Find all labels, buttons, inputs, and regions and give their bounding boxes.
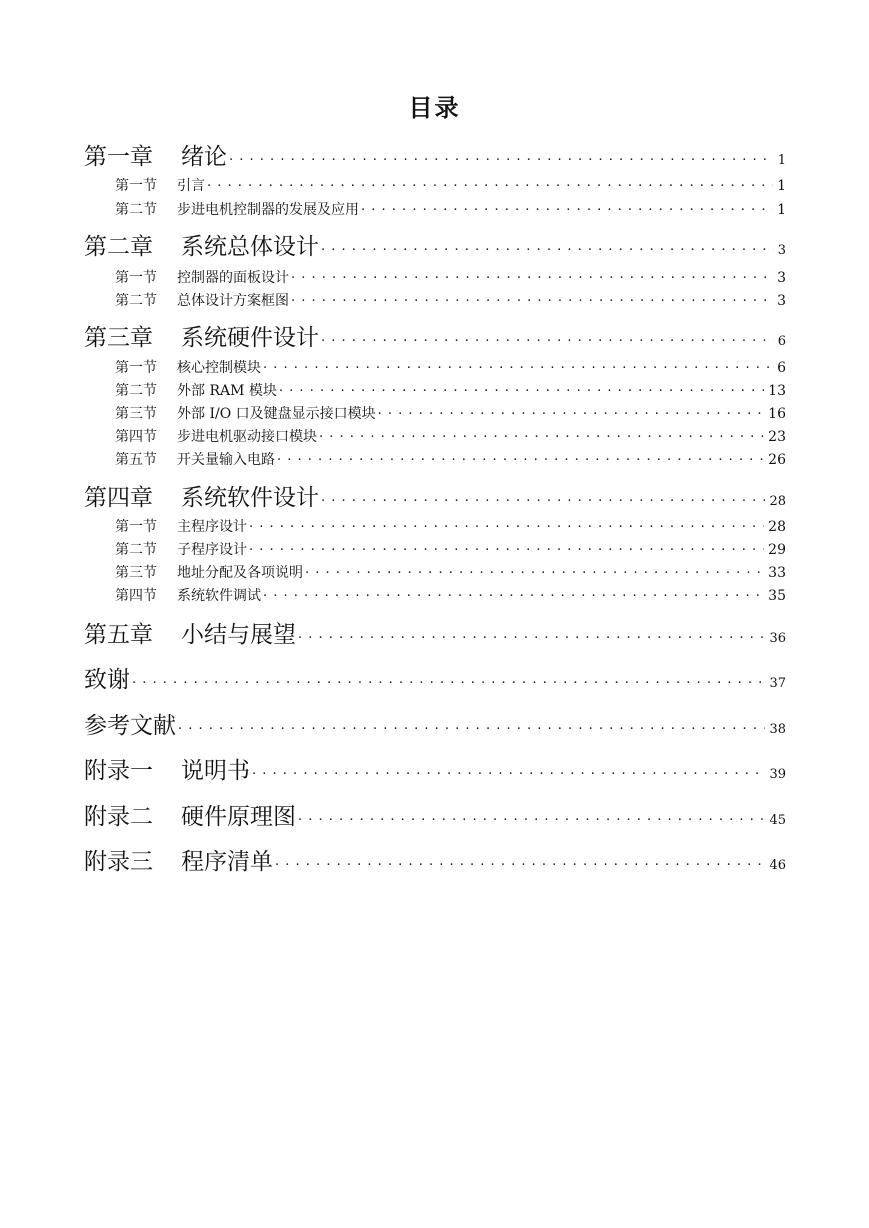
toc-entry-title: 绪论 (181, 144, 227, 170)
toc-entry-label (84, 319, 319, 352)
toc-entry-number: 第五章 (84, 622, 153, 648)
toc-entry-title: 主程序设计 (177, 519, 247, 535)
toc-entry-number: 第二节 (115, 293, 157, 309)
toc-section-entry[interactable] (115, 199, 786, 219)
toc-entry-number: 第三章 (84, 325, 153, 351)
toc-page-number: 1 (777, 178, 786, 194)
toc-page-number: 6 (777, 334, 786, 349)
toc-entry-number: 第二节 (115, 542, 157, 558)
toc-entry-number: 第一节 (115, 270, 157, 286)
toc-entry-title: 步进电机控制器的发展及应用 (177, 202, 359, 218)
toc-entry-number: 第二章 (84, 234, 153, 260)
toc-section-entry[interactable] (115, 449, 786, 469)
toc-entry-label (115, 357, 261, 377)
toc-entry-title: 程序清单 (181, 849, 273, 875)
dot-leader (207, 177, 773, 190)
toc-entry-label (115, 449, 275, 469)
toc-entry-title: 核心控制模块 (177, 360, 261, 376)
toc-entry-title: 总体设计方案框图 (177, 293, 289, 309)
dot-leader (291, 269, 773, 282)
dot-leader (263, 359, 773, 372)
toc-entry-number: 第四章 (84, 485, 153, 511)
toc-section-entry[interactable] (115, 585, 786, 605)
toc-title: 目录 (408, 94, 461, 122)
toc-page-number: 13 (768, 383, 786, 399)
toc-entry-title: 地址分配及各项说明 (177, 565, 303, 581)
dot-leader (277, 451, 764, 464)
toc-section-entry[interactable] (115, 562, 786, 582)
dot-leader (279, 382, 764, 395)
dot-leader (178, 720, 765, 733)
toc-entry-title: 说明书 (181, 758, 250, 784)
toc-chapter-entry[interactable] (84, 661, 786, 694)
toc-entry-title: 系统软件调试 (177, 588, 261, 604)
toc-entry-title: 外部 I/O 口及键盘显示接口模块 (177, 406, 376, 422)
toc-entry-title: 外部 RAM 模块 (177, 383, 277, 399)
toc-entry-label (115, 380, 277, 400)
toc-section-entry[interactable] (115, 539, 786, 559)
toc-entry-label (115, 539, 247, 559)
toc-section-entry[interactable] (115, 516, 786, 536)
toc-entry-number: 第一节 (115, 178, 157, 194)
dot-leader (249, 541, 764, 554)
dot-leader (252, 765, 765, 778)
dot-leader (361, 201, 773, 214)
toc-entry-label (84, 616, 296, 649)
toc-chapter-entry[interactable] (84, 707, 786, 740)
dot-leader (305, 564, 764, 577)
toc-page-number: 29 (768, 542, 786, 558)
toc-entry-number: 第二节 (115, 383, 157, 399)
toc-entry-number: 第五节 (115, 452, 157, 468)
toc-chapter-entry[interactable] (84, 798, 786, 831)
toc-page-number: 3 (777, 293, 786, 309)
toc-entry-number: 附录二 (84, 804, 153, 830)
toc-entry-number: 第一节 (115, 360, 157, 376)
toc-entry-number: 附录三 (84, 849, 153, 875)
toc-entry-title: 参考文献 (84, 713, 176, 739)
toc-chapter-entry[interactable] (84, 616, 786, 649)
toc-entry-label (84, 479, 319, 512)
toc-entry-title: 引言 (177, 178, 205, 194)
toc-section-entry[interactable] (115, 403, 786, 423)
toc-entry-title: 致谢 (84, 667, 130, 693)
toc-page-number: 33 (768, 565, 786, 581)
toc-entry-label (115, 562, 303, 582)
toc-page-number: 26 (768, 452, 786, 468)
toc-chapter-entry[interactable] (84, 479, 786, 512)
dot-leader (229, 151, 774, 164)
toc-entry-label (115, 267, 289, 287)
toc-entry-label (115, 290, 289, 310)
toc-section-entry[interactable] (115, 290, 786, 310)
toc-entry-number: 第三节 (115, 565, 157, 581)
toc-entry-label (84, 707, 176, 740)
toc-entry-number: 第二节 (115, 202, 157, 218)
toc-entry-title: 系统硬件设计 (181, 325, 319, 351)
toc-entry-label (84, 843, 273, 876)
toc-page-number: 28 (768, 519, 786, 535)
dot-leader (319, 428, 764, 441)
toc-section-entry[interactable] (115, 426, 786, 446)
toc-entry-title: 系统软件设计 (181, 485, 319, 511)
toc-chapter-entry[interactable] (84, 752, 786, 785)
dot-leader (298, 629, 765, 642)
toc-page-number: 35 (768, 588, 786, 604)
toc-entry-label (115, 585, 261, 605)
toc-entry-label (115, 199, 359, 219)
toc-entry-label (84, 138, 227, 171)
dot-leader (321, 492, 765, 505)
toc-page-number: 16 (768, 406, 786, 422)
toc-entry-title: 系统总体设计 (181, 234, 319, 260)
toc-entry-label (84, 752, 250, 785)
toc-entry-label (115, 426, 317, 446)
toc-page-number: 1 (777, 202, 786, 218)
toc-entry-label (115, 403, 376, 423)
toc-chapter-entry[interactable] (84, 228, 786, 261)
dot-leader (132, 674, 765, 687)
toc-entry-number: 附录一 (84, 758, 153, 784)
dot-leader (263, 587, 764, 600)
dot-leader (249, 518, 764, 531)
dot-leader (298, 811, 765, 824)
toc-page-number: 3 (777, 243, 786, 258)
toc-page-number: 3 (777, 270, 786, 286)
toc-section-entry[interactable] (115, 175, 786, 195)
toc-page-number: 23 (768, 429, 786, 445)
toc-entry-title: 硬件原理图 (181, 804, 296, 830)
toc-chapter-entry[interactable] (84, 138, 786, 171)
dot-leader (321, 332, 774, 345)
dot-leader (275, 856, 765, 869)
toc-entry-number: 第三节 (115, 406, 157, 422)
toc-section-entry[interactable] (115, 357, 786, 377)
toc-section-entry[interactable] (115, 380, 786, 400)
toc-page-number: 1 (777, 153, 786, 168)
toc-page-number: 37 (769, 676, 786, 691)
toc-page-number: 45 (769, 813, 786, 828)
dot-leader (378, 405, 765, 418)
toc-page-number: 38 (769, 722, 786, 737)
toc-section-entry[interactable] (115, 267, 786, 287)
toc-entry-title: 控制器的面板设计 (177, 270, 289, 286)
toc-entry-number: 第四节 (115, 429, 157, 445)
toc-page-number: 39 (769, 767, 786, 782)
toc-entry-label (84, 661, 130, 694)
toc-page-number: 28 (769, 494, 786, 509)
toc-entry-title: 子程序设计 (177, 542, 247, 558)
dot-leader (321, 241, 774, 254)
toc-page-number: 36 (769, 631, 786, 646)
toc-entry-label (84, 798, 296, 831)
toc-entry-number: 第四节 (115, 588, 157, 604)
toc-chapter-entry[interactable] (84, 319, 786, 352)
toc-entry-title: 开关量输入电路 (177, 452, 275, 468)
toc-entry-number: 第一节 (115, 519, 157, 535)
toc-entry-number: 第一章 (84, 144, 153, 170)
toc-entry-title: 小结与展望 (181, 622, 296, 648)
toc-entry-label (115, 175, 205, 195)
toc-entry-title: 步进电机驱动接口模块 (177, 429, 317, 445)
toc-entry-label (115, 516, 247, 536)
toc-chapter-entry[interactable] (84, 843, 786, 876)
toc-entry-label (84, 228, 319, 261)
dot-leader (291, 292, 773, 305)
toc-page-number: 6 (777, 360, 786, 376)
toc-page-number: 46 (769, 858, 786, 873)
